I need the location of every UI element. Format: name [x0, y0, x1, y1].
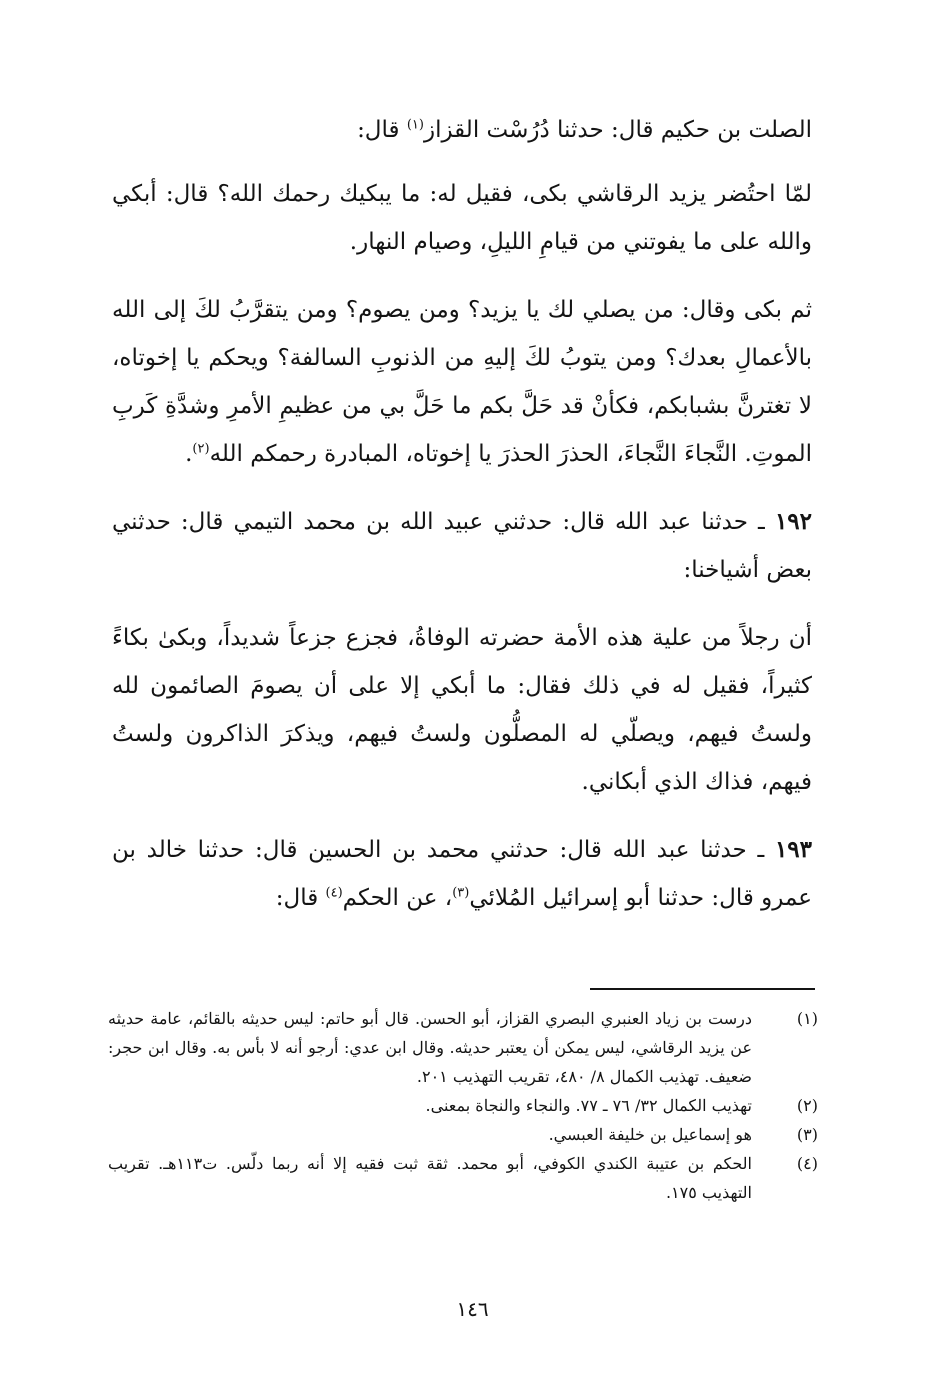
footnote-number: (٢)	[796, 1096, 818, 1115]
main-text	[112, 106, 812, 942]
footnote-number: (٤)	[796, 1154, 818, 1173]
text-segment: ـ حدثنا عبد الله قال: حدثني محمد بن الحسين قال: حدثنا خالد بن عمرو قال: حدثنا أبو إسرائيل المُلائي	[112, 837, 812, 911]
footnote-ref-2[interactable]: (٢)	[192, 441, 210, 457]
paragraph-2: لمّا احتُضر يزيد الرقاشي بكى، فقيل له: ما يبكيك رحمك الله؟ قال: أبكي والله على ما يفوتني من قيامِ الليلِ، وصيام النهار.	[112, 181, 812, 255]
paragraph-1	[112, 106, 812, 154]
footnote-3	[108, 1120, 818, 1149]
paragraph-6	[112, 826, 812, 922]
text-segment: قال:	[357, 117, 407, 143]
paragraph-5: أن رجلاً من علية هذه الأمة حضرته الوفاةُ، فجزع جزعاً شديداً، وبكىٰ بكاءً كثيراً، فقيل له في ذلك فقال: ما أبكي إلا على أن يصومَ الصائمون لله ولستُ فيهم، ويصلّي له المصلُّون ولستُ فيهم، ويذكرَ الذاكرون ولستُ فيهم، فذاك الذي أبكاني.	[112, 625, 812, 795]
footnote-ref-4[interactable]: (٤)	[325, 885, 343, 901]
footnote-divider	[590, 988, 815, 990]
page-number: ١٤٦	[456, 1297, 489, 1321]
text-segment: .	[185, 441, 193, 467]
footnote-ref-1[interactable]: (١)	[406, 117, 424, 133]
footnote-2	[108, 1091, 818, 1120]
narration-number-193: ١٩٣	[774, 836, 812, 863]
footnote-text: هو إسماعيل بن خليفة العبسي.	[548, 1125, 752, 1144]
footnotes	[108, 1004, 818, 1207]
text-segment: ، عن الحكم	[342, 885, 453, 911]
footnote-4	[108, 1149, 818, 1207]
text-segment: قال:	[275, 885, 326, 911]
footnote-ref-3[interactable]: (٣)	[452, 885, 470, 901]
footnote-text: الحكم بن عتيبة الكندي الكوفي، أبو محمد. ثقة ثبت فقيه إلا أنه ربما دلّس. ت١١٣هـ. تقريب التهذيب ١٧٥.	[108, 1154, 753, 1202]
footnote-text: تهذيب الكمال ٣٢/ ٧٦ ـ ٧٧. والنجاء والنجاة بمعنى.	[425, 1096, 752, 1115]
text-segment: ـ حدثنا عبد الله قال: حدثني عبيد الله بن محمد التيمي قال: حدثني بعض أشياخنا:	[112, 509, 812, 583]
paragraph-4	[112, 498, 812, 594]
footnote-number: (١)	[796, 1009, 818, 1028]
text-segment: الصلت بن حكيم قال: حدثنا دُرُسْت القزاز	[423, 117, 812, 143]
footnote-text: درست بن زياد العنبري البصري القزاز، أبو الحسن. قال أبو حاتم: ليس حديثه بالقائم، عامة حديثه عن يزيد الرقاشي، ليس يمكن أن يعتبر حديثه. وقال ابن عدي: أرجو أنه لا بأس به. وقال ابن حجر: ضعيف. تهذيب الكمال ٨/ ٤٨٠، تقريب التهذيب ٢٠١.	[108, 1009, 752, 1086]
text-segment: ثم بكى وقال: من يصلي لك يا يزيد؟ ومن يصوم؟ ومن يتقرَّبُ لكَ إلى الله بالأعمالِ بعدك؟ ومن يتوبُ لكَ إليهِ من الذنوبِ السالفة؟ ويحكم يا إخوتاه، لا تغترنَّ بشبابكم، فكأنْ قد حَلَّ بكم ما حَلَّ بي من عظيمِ الأمرِ وشدَّةِ كَربِ الموتِ. النَّجاءَ النَّجاءَ، الحذرَ الحذرَ يا إخوتاه، المبادرة رحمكم الله	[112, 297, 812, 467]
footnote-number: (٣)	[796, 1125, 818, 1144]
footnote-1	[108, 1004, 818, 1091]
paragraph-3	[112, 286, 812, 478]
narration-number-192: ١٩٢	[774, 508, 812, 535]
